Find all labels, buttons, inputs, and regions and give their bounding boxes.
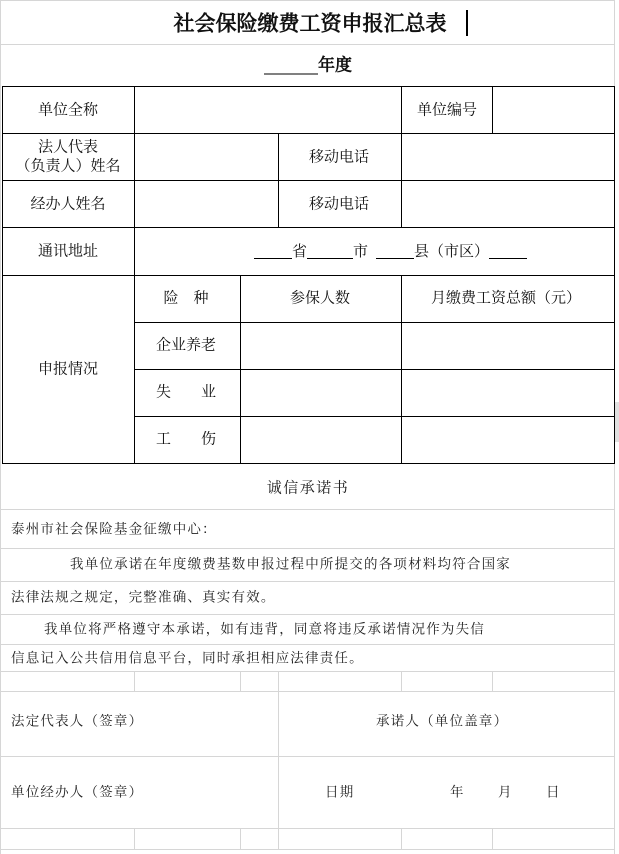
form-title: 社会保险缴费工资申报汇总表 — [173, 10, 447, 36]
unit-number-label: 单位编号 — [416, 100, 478, 119]
table-border — [614, 86, 615, 464]
gridline — [0, 509, 615, 510]
legal-rep-name-cell[interactable] — [135, 134, 278, 180]
unit-full-name-cell[interactable] — [135, 87, 401, 133]
handler-signature-label: 单位经办人（签章） — [11, 784, 144, 801]
pledge-addressee: 泰州市社会保险基金征缴中心： — [11, 521, 217, 538]
mobile-phone-label-1: 移动电话 — [308, 147, 370, 166]
gridline — [134, 671, 135, 691]
date-year-char: 年 — [450, 784, 465, 801]
city-blank[interactable] — [307, 243, 353, 259]
unit-number-cell[interactable] — [493, 87, 614, 133]
pension-count-cell[interactable] — [241, 323, 401, 369]
handler-name-label: 经办人姓名 — [30, 194, 106, 213]
date-label: 日期 — [325, 784, 355, 801]
legal-rep-signature-label: 法定代表人（签章） — [11, 713, 144, 730]
insurance-type-unemployment: 失 业 — [155, 382, 217, 401]
table-border — [2, 227, 615, 228]
table-border — [278, 133, 279, 227]
pledge-title: 诚信承诺书 — [266, 478, 350, 497]
table-border — [401, 86, 402, 133]
date-day-char: 日 — [546, 784, 561, 801]
year-heading — [264, 55, 352, 76]
pledge-para1-line1: 我单位承诺在年度缴费基数申报过程中所提交的各项材料均符合国家 — [70, 556, 511, 573]
col-insured-count: 参保人数 — [289, 288, 351, 307]
col-monthly-wage-total: 月缴费工资总额（元） — [430, 288, 582, 307]
county-label: 县（市区） — [414, 242, 490, 260]
insurance-type-work-injury: 工 伤 — [155, 429, 217, 448]
gridline — [0, 828, 615, 829]
unit-full-name-label: 单位全称 — [37, 100, 99, 119]
unemployment-count-cell[interactable] — [241, 370, 401, 416]
legal-rep-label-line1: 法人代表 — [37, 137, 99, 156]
pension-wage-cell[interactable] — [402, 323, 614, 369]
county-blank[interactable] — [376, 243, 414, 259]
pledge-para2-line1: 我单位将严格遵守本承诺，如有违背，同意将违反承诺情况作为失信 — [44, 621, 485, 638]
mobile-phone-cell-2[interactable] — [402, 181, 614, 227]
gridline — [0, 849, 615, 850]
table-border — [2, 463, 615, 464]
gridline — [0, 614, 615, 615]
gridline — [492, 828, 493, 849]
scroll-edge — [615, 402, 619, 442]
gridline — [0, 691, 615, 692]
mobile-phone-cell-1[interactable] — [402, 134, 614, 180]
gridline — [0, 0, 615, 1]
province-blank[interactable] — [254, 243, 292, 259]
insurance-type-pension: 企业养老 — [155, 335, 217, 354]
work-injury-count-cell[interactable] — [241, 417, 401, 463]
mobile-phone-label-2: 移动电话 — [308, 194, 370, 213]
pledger-seal-label: 承诺人（单位盖章） — [376, 713, 509, 730]
gridline — [278, 691, 279, 849]
gridline — [0, 0, 1, 854]
city-label: 市 — [353, 242, 369, 260]
pledge-para2-line2: 信息记入公共信用信息平台，同时承担相应法律责任。 — [11, 650, 364, 667]
legal-rep-signature-cell[interactable] — [150, 700, 270, 745]
table-border — [2, 86, 3, 464]
work-injury-wage-cell[interactable] — [402, 417, 614, 463]
table-border — [2, 275, 615, 276]
legal-rep-label-line2: （负责人）姓名 — [15, 156, 121, 175]
gridline — [240, 671, 241, 691]
district-blank[interactable] — [489, 243, 527, 259]
declaration-section-label: 申报情况 — [37, 359, 99, 378]
gridline — [278, 671, 279, 691]
year-label: 年度 — [318, 55, 352, 76]
gridline — [0, 548, 615, 549]
gridline — [240, 828, 241, 849]
address-label: 通讯地址 — [37, 241, 99, 260]
gridline — [0, 44, 615, 45]
handler-signature-cell[interactable] — [150, 770, 270, 815]
unemployment-wage-cell[interactable] — [402, 370, 614, 416]
province-label: 省 — [292, 242, 308, 260]
gridline — [401, 671, 402, 691]
handler-name-cell[interactable] — [135, 181, 278, 227]
col-insurance-type: 险 种 — [163, 288, 209, 307]
gridline — [0, 581, 615, 582]
address-line — [254, 243, 527, 259]
gridline — [134, 828, 135, 849]
gridline — [401, 828, 402, 849]
gridline — [0, 671, 615, 672]
text-cursor — [466, 10, 468, 36]
gridline — [0, 644, 615, 645]
gridline — [492, 671, 493, 691]
pledge-para1-line2: 法律法规之规定，完整准确、真实有效。 — [11, 589, 276, 606]
date-month-char: 月 — [498, 784, 513, 801]
gridline — [0, 756, 615, 757]
year-blank[interactable] — [264, 59, 318, 75]
